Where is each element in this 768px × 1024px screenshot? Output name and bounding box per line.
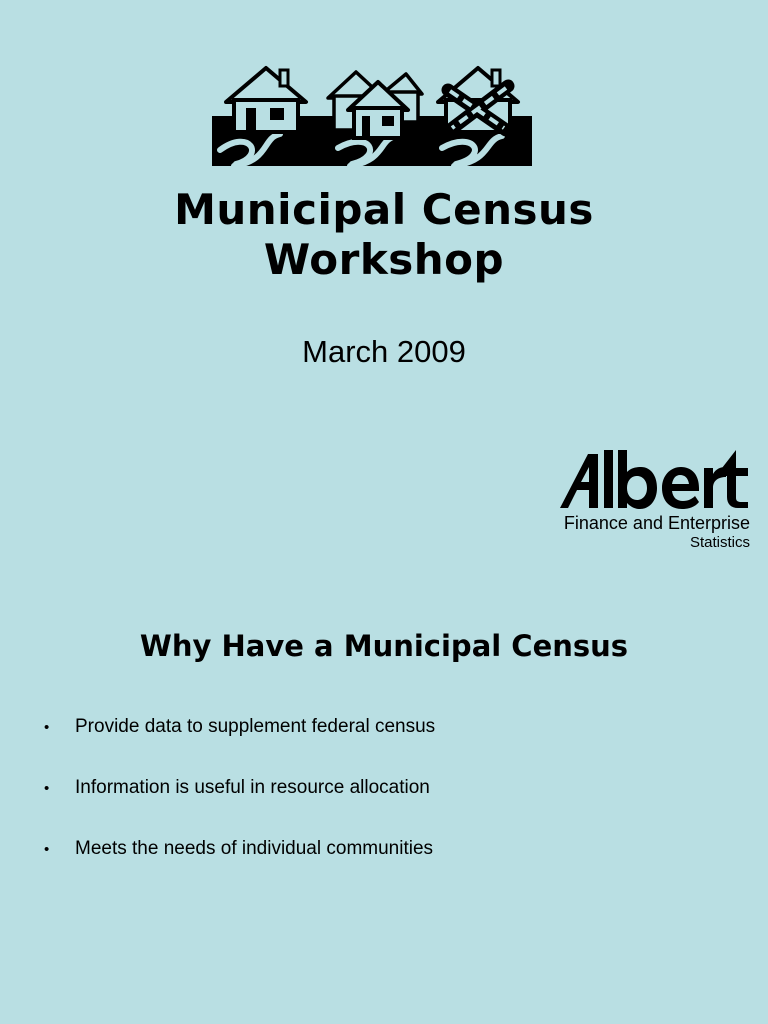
alberta-wordmark-logo: [558, 446, 750, 510]
houses-illustration: [210, 64, 534, 168]
bullet-dot-icon: •: [44, 780, 50, 797]
bullet-text: Provide data to supplement federal census: [75, 716, 436, 737]
section-heading: Why Have a Municipal Census: [139, 629, 629, 663]
slide-title: [0, 185, 768, 285]
bullet-dot-icon: •: [44, 841, 50, 858]
bullet-dot-icon: •: [44, 719, 50, 736]
slide-title-line1: Municipal Census: [174, 185, 594, 234]
bullet-text: Information is useful in resource allocation: [75, 777, 430, 798]
slide-date: March 2009: [302, 334, 466, 369]
alberta-logo: [518, 446, 750, 558]
logo-unit-text: Statistics: [689, 534, 750, 551]
bullet-item: [44, 712, 724, 773]
bullet-item: [44, 834, 724, 895]
slide-title-line2: Workshop: [263, 235, 505, 284]
bullet-list: [44, 712, 724, 895]
bullet-item: [44, 773, 724, 834]
logo-division-text: Finance and Enterprise: [563, 513, 750, 533]
bullet-text: Meets the needs of individual communities: [75, 838, 434, 859]
